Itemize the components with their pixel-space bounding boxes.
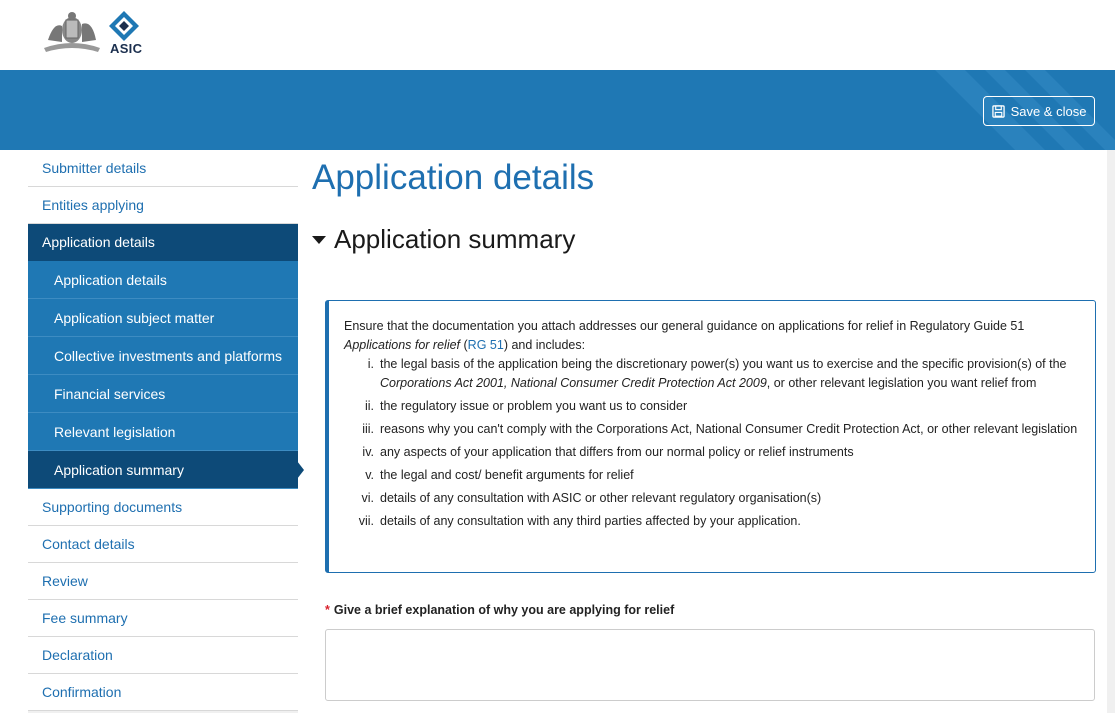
sidebar-nav: [28, 150, 298, 713]
save-and-close-label: Save & close: [1010, 103, 1087, 119]
caret-down-icon: [312, 236, 326, 244]
sidebar-subitem-application-details[interactable]: Application details: [28, 261, 298, 299]
list-item: vi. details of any consultation with ASIC or other relevant regulatory organisation(s): [361, 491, 822, 505]
header-banner: [0, 70, 1115, 150]
sidebar-item-contact-details[interactable]: Contact details: [28, 526, 298, 563]
relief-explanation-label: * Give a brief explanation of why you are applying for relief: [325, 603, 675, 617]
sidebar-item-supporting-documents[interactable]: Supporting documents: [28, 489, 298, 526]
list-item: vii. details of any consultation with any third parties affected by your application.: [358, 514, 801, 528]
list-item: iv. any aspects of your application that differs from our normal policy or relief instruments: [362, 445, 854, 459]
save-icon: [992, 105, 1005, 118]
sidebar-item-declaration[interactable]: Declaration: [28, 637, 298, 674]
list-item: v. the legal and cost/ benefit arguments for relief: [365, 468, 634, 482]
list-item: ii. the regulatory issue or problem you want us to consider: [364, 399, 688, 413]
main-content: [312, 150, 1107, 713]
relief-explanation-textarea[interactable]: [325, 629, 1095, 701]
required-marker: *: [325, 603, 330, 617]
sidebar-item-application-details[interactable]: Application details: [28, 224, 298, 261]
sidebar-item-confirmation[interactable]: Confirmation: [28, 674, 298, 711]
guidance-info-box: [325, 300, 1096, 573]
section-title: Application summary: [334, 224, 576, 254]
sidebar-item-review[interactable]: Review: [28, 563, 298, 600]
sidebar-item-fee-summary[interactable]: Fee summary: [28, 600, 298, 637]
list-item: iii. reasons why you can't comply with the Corporations Act, National Consumer Credit Protection Act, or other relevant legislation: [362, 422, 1078, 436]
guidance-intro: Ensure that the documentation you attach addresses our general guidance on applications for relief in Regulatory Guide 51 Applications for relief (RG 51) and includes:: [344, 319, 1025, 352]
page-edge: [1107, 150, 1115, 713]
asic-diamond-icon: [108, 10, 140, 42]
application-summary-toggle[interactable]: [312, 224, 575, 255]
coat-of-arms-icon: [40, 10, 104, 56]
sidebar-subitem-financial-services[interactable]: Financial services: [28, 375, 298, 413]
top-bar: [0, 0, 1115, 70]
sidebar-subitem-application-summary[interactable]: Application summary: [28, 451, 298, 489]
sidebar-subitem-relevant-legislation[interactable]: Relevant legislation: [28, 413, 298, 451]
page-title: Application details: [312, 158, 595, 197]
guidance-list: [344, 355, 1081, 531]
sidebar-item-entities-applying[interactable]: Entities applying: [28, 187, 298, 224]
brand-name: ASIC: [110, 41, 143, 56]
save-and-close-button[interactable]: [983, 96, 1095, 126]
sidebar-subitem-collective-investments[interactable]: Collective investments and platforms: [28, 337, 298, 375]
list-item: i. the legal basis of the application being the discretionary power(s) you want us to exercise and the specific provision(s) of the Corporations Act 2001, National Consumer Credit Protection Act 2009, or other relevant legislation you want relief from: [367, 357, 1067, 390]
sidebar-subitem-application-subject-matter[interactable]: Application subject matter: [28, 299, 298, 337]
sidebar-item-submitter-details[interactable]: Submitter details: [28, 150, 298, 187]
rg51-link[interactable]: RG 51: [467, 338, 504, 352]
logo[interactable]: [40, 10, 150, 60]
